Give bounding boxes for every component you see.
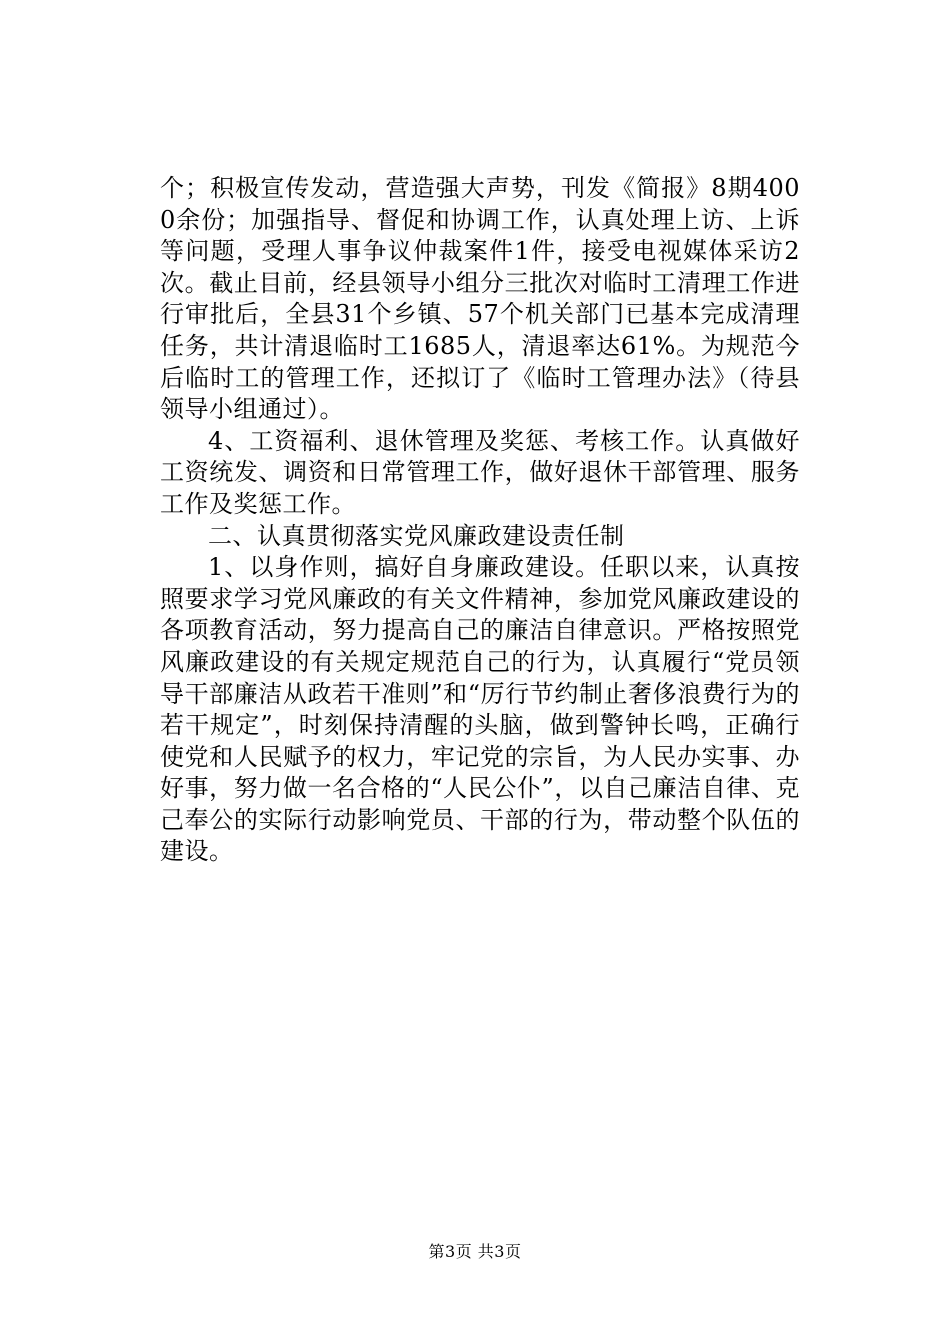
section-heading-integrity: 二、认真贯彻落实党风廉政建设责任制 <box>208 521 625 550</box>
paragraph-salary-welfare: 4、工资福利、退休管理及奖惩、考核工作。认真做好工资统发、调资和日常管理工作，做好退休干部管理、服务工作及奖惩工作。 <box>160 426 800 518</box>
document-body <box>160 173 800 868</box>
paragraph-continuation: 个；积极宣传发动，营造强大声势，刊发《简报》8期4000余份；加强指导、督促和协调工作，认真处理上访、上诉等问题，受理人事争议仲裁案件1件，接受电视媒体采访2次。截止目前，经县领导小组分三批次对临时工清理工作进行审批后，全县31个乡镇、57个机关部门已基本完成清理任务，共计清退临时工1685人，清退率达61%。为规范今后临时工的管理工作，还拟订了《临时工管理办法》（待县领导小组通过）。 <box>160 174 800 424</box>
paragraph-self-discipline: 1、以身作则，搞好自身廉政建设。任职以来，认真按照要求学习党风廉政的有关文件精神，参加党风廉政建设的各项教育活动，努力提高自己的廉洁自律意识。严格按照党风廉政建设的有关规定规范自己的行为，认真履行“党员领导干部廉洁从政若干准则”和“厉行节约制止奢侈浪费行为的若干规定”，时刻保持清醒的头脑，做到警钟长鸣，正确行使党和人民赋予的权力，牢记党的宗旨，为人民办实事、办好事，努力做一名合格的“人民公仆”，以自己廉洁自律、克己奉公的实际行动影响党员、干部的行为，带动整个队伍的建设。 <box>160 553 800 866</box>
page-footer: 第3页 共3页 <box>428 1242 522 1261</box>
